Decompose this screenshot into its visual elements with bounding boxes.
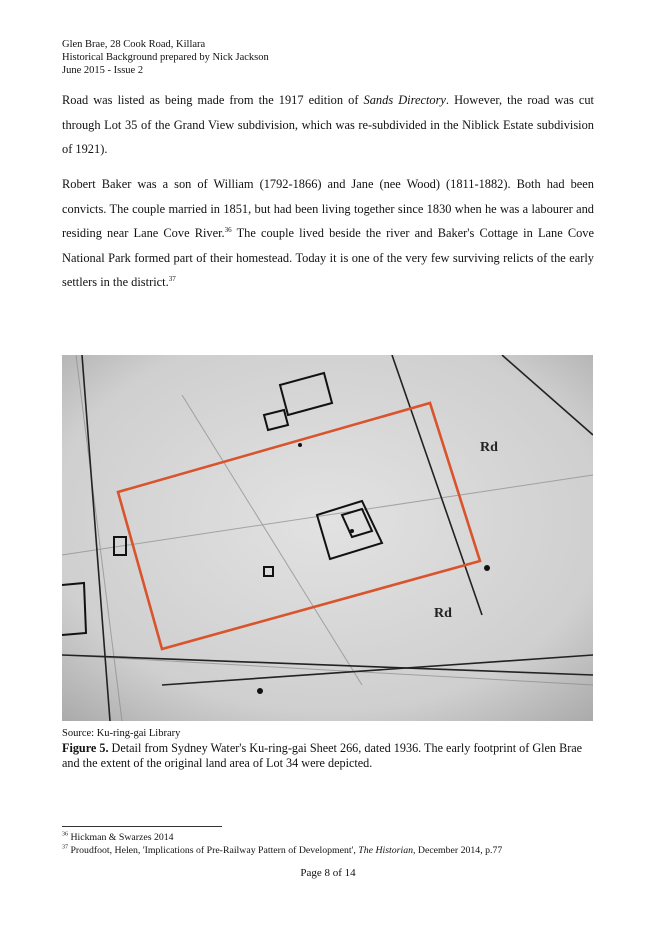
map-background: [62, 355, 593, 721]
para1-text-b: . However, the road was cut through Lot 35 of the Grand View subdivision, which was re-subdivided in the Niblick Estate subdivision of 1921).: [62, 93, 594, 156]
header-issue: June 2015 - Issue 2: [62, 65, 144, 76]
paragraph-road: [62, 88, 594, 162]
para2-text-b: The couple lived beside the river and Baker's Cottage in Lane Cove National Park formed part of their homestead. Today it is one of the very few surviving relicts of the early settlers in the district.: [62, 226, 594, 289]
footnote-number-37: 37: [62, 844, 68, 851]
header-author: Historical Background prepared by Nick Jackson: [62, 52, 269, 63]
paragraph-robert-baker: [62, 172, 594, 295]
para1-italic-title: Sands Directory: [363, 93, 446, 107]
para1-text-a: Road was listed as being made from the 1917 edition of: [62, 93, 364, 107]
footnote-text-37a: Proudfoot, Helen, 'Implications of Pre-Railway Pattern of Development',: [68, 845, 359, 856]
figure-caption: [62, 741, 602, 771]
footnote-divider: [62, 826, 222, 827]
road-label-south: Rd: [434, 606, 452, 621]
page-number: Page 8 of 14: [300, 867, 356, 879]
footnote-number-36: 36: [62, 831, 68, 838]
header-title: Glen Brae, 28 Cook Road, Killara: [62, 39, 206, 50]
map-image: [62, 355, 593, 721]
figure-caption-text: Detail from Sydney Water's Ku-ring-gai Sheet 266, dated 1936. The early footprint of Glen Brae and the extent of the original land area of Lot 34 were depicted.: [62, 741, 583, 770]
footnote-37: [62, 844, 502, 857]
figure-map-sheet-266: [62, 355, 593, 721]
footnote-italic-37: The Historian: [358, 845, 414, 856]
footnote-ref-36[interactable]: 36: [224, 225, 232, 234]
figure-source: Source: Ku-ring-gai Library: [62, 728, 181, 739]
figure-label: Figure 5.: [62, 741, 109, 755]
para2-text-a: Robert Baker was a son of William (1792-1866) and Jane (nee Wood) (1811-1882). Both had been convicts. The couple married in 1851, but had been living together since 1830 when he was a labourer and residing near Lane Cove River.: [62, 177, 594, 240]
footnote-text-37b: , December 2014, p.77: [413, 845, 503, 856]
document-header: [62, 38, 269, 77]
footnote-text-36: Hickman & Swarzes 2014: [68, 832, 174, 843]
footnote-ref-37[interactable]: 37: [168, 274, 176, 283]
footnotes: [62, 831, 502, 857]
road-label-east: Rd: [480, 440, 498, 455]
footnote-36: [62, 831, 502, 844]
